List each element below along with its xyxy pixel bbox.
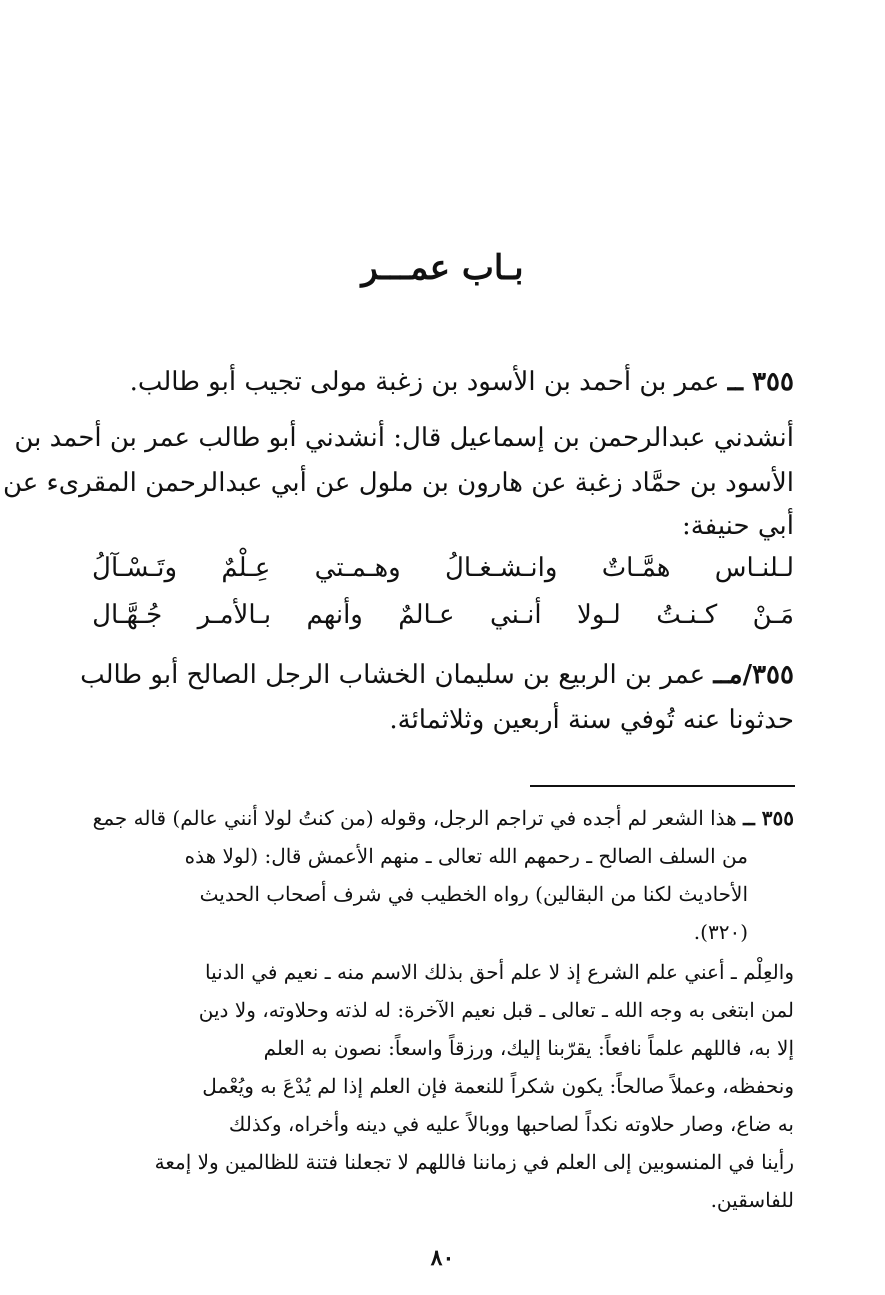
footnote-paragraph-line: ونحفظه، وعملاً صالحاً: يكون شكراً للنعمة فإن العلم إذا لم يُدْعَ به ويُعْمل <box>202 1074 794 1098</box>
verse-word: عِـلْمٌ <box>221 553 271 583</box>
footnote-line: من السلف الصالح ـ رحمهم الله تعالى ـ منهم الأعمش قال: (لولا هذه <box>184 844 748 868</box>
footnote-line: الأحاديث لكنا من البقالين) رواه الخطيب في شرف أصحاب الحديث <box>199 882 748 906</box>
verse-word: وتَـسْـآلُ <box>92 553 178 583</box>
entry-355-title <box>92 362 794 402</box>
entry-355m-title <box>80 655 794 695</box>
footnote-paragraph-line: رأينا في المنسوبين إلى العلم في زماننا فاللهم لا تجعلنا فتنة للظالمين ولا إمعة <box>154 1150 794 1174</box>
entry-text-line: حدثونا عنه تُوفي سنة أربعين وثلاثمائة. <box>389 705 794 735</box>
verse-word: وهـمـتي <box>314 553 401 583</box>
footnote-divider <box>530 785 795 787</box>
footnote-number: ٣٥٥ ــ <box>743 806 794 830</box>
verse-word: بـالأمـر <box>197 600 272 630</box>
poem-verse-2 <box>92 595 794 635</box>
entry-text-line: أنشدني عبدالرحمن بن إسماعيل قال: أنشدني أبو طالب عمر بن أحمد بن <box>14 423 794 453</box>
page-number: ٨٠ <box>430 1245 455 1271</box>
entry-number: ٣٥٥/مــ <box>713 660 794 690</box>
chapter-heading: بـاب عمـــر <box>361 248 524 288</box>
footnote-paragraph-line: إلا به، فاللهم علماً نافعاً: يقرّبنا إليك، ورزقاً واسعاً: نصون به العلم <box>263 1036 794 1060</box>
footnote-first-line <box>92 801 794 835</box>
entry-text-line: الأسود بن حمَّاد زغبة عن هارون بن ملول عن أبي عبدالرحمن المقرىء عن <box>2 468 794 498</box>
verse-word: وأنهم <box>306 600 363 630</box>
verse-word: مَـنْ <box>752 600 794 630</box>
entry-text-line: أبي حنيفة: <box>681 511 794 541</box>
footnote-paragraph-line: للفاسقين. <box>710 1188 794 1212</box>
entry-number: ٣٥٥ ــ <box>727 367 794 397</box>
footnote-line: (٣٢٠). <box>693 920 748 944</box>
verse-word: لـلنـاس <box>714 553 794 583</box>
footnote-text: هذا الشعر لم أجده في تراجم الرجل، وقوله (من كنتُ لولا أنني عالم) قاله جمع <box>92 806 737 830</box>
verse-word: عـالمٌ <box>398 600 455 630</box>
footnote-paragraph-line: والعِلْم ـ أعني علم الشرع إذ لا علم أحق بذلك الاسم منه ـ نعيم في الدنيا <box>205 960 794 984</box>
verse-word: همَّـاتٌ <box>601 553 671 583</box>
verse-word: لـولا <box>577 600 621 630</box>
verse-word: وانـشـغـالُ <box>445 553 558 583</box>
entry-text: عمر بن الربيع بن سليمان الخشاب الرجل الصالح أبو طالب <box>80 660 706 690</box>
footnote-paragraph-line: به ضاع، وصار حلاوته نكداً لصاحبها ووبالاً عليه في دينه وأخراه، وكذلك <box>228 1112 794 1136</box>
footnote-paragraph-line: لمن ابتغى به وجه الله ـ تعالى ـ قبل نعيم الآخرة: له لذته وحلاوته، ولا دين <box>198 998 794 1022</box>
entry-text: عمر بن أحمد بن الأسود بن زغبة مولى تجيب أبو طالب. <box>129 367 720 397</box>
poem-verse-1 <box>92 548 794 588</box>
verse-word: أنـني <box>489 600 542 630</box>
verse-word: كـنـتُ <box>656 600 718 630</box>
verse-word: جُـهَّـال <box>92 600 163 630</box>
